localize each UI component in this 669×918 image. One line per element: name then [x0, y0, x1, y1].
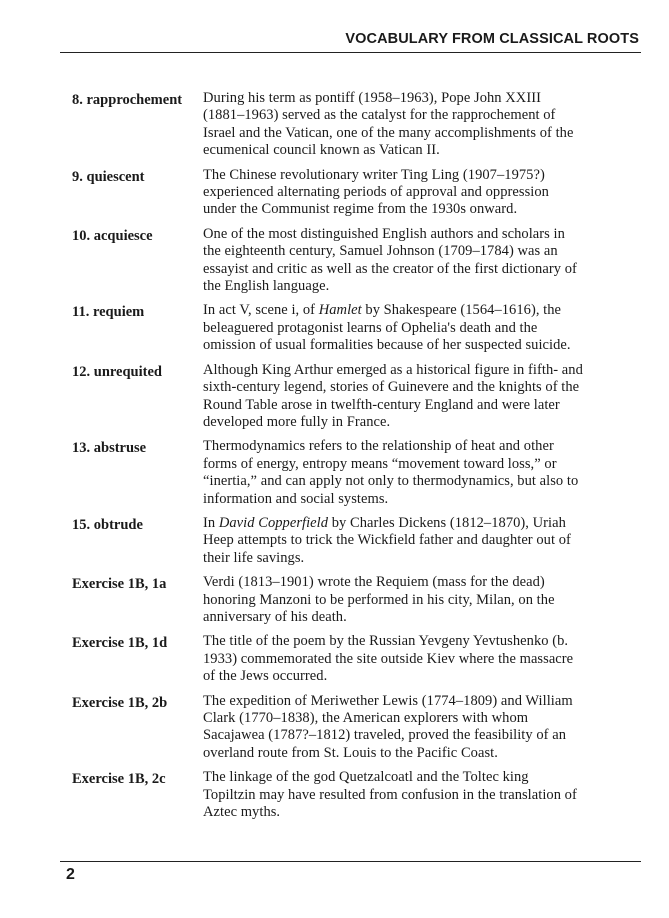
- entry-term: 9. quiescent: [72, 168, 145, 185]
- entry-acquiesce: [0, 226, 669, 296]
- entry-term: 11. requiem: [72, 304, 145, 321]
- page-number: 2: [66, 866, 75, 883]
- entry-exercise-1b-1a: [0, 574, 669, 626]
- entry-term: 10. acquiesce: [72, 227, 153, 244]
- entry-description: Verdi (1813–1901) wrote the Requiem (mass for the dead) honoring Manzoni to be performed in his city, Milan, on the anniversary of his death.: [203, 574, 555, 625]
- footer-rule: [60, 861, 641, 862]
- entry-description: Although King Arthur emerged as a historical figure in fifth- and sixth-century legend, stories of Guinevere and the knights of the Round Table arose in twelfth-century England and were later developed more fully in France.: [203, 361, 583, 430]
- entry-term: Exercise 1B, 2c: [72, 771, 166, 788]
- entry-description-text: by Shakespeare (1564–1616), the beleaguered protagonist learns of Ophelia's death and the omission of usual formalities because of her suspected suicide.: [203, 302, 571, 354]
- entry-term: 8. rapprochement: [72, 92, 183, 108]
- entry-exercise-1b-2b: [0, 693, 669, 763]
- entry-description: During his term as pontiff (1958–1963), Pope John XXIII (1881–1963) served as the catalyst for the rapprochement of Israel and the Vatican, one of the many accomplishments of the ecumenical council known as Vatican II.: [203, 90, 574, 159]
- entry-term: Exercise 1B, 2b: [72, 694, 168, 711]
- entry-description: [203, 302, 583, 354]
- work-title: David Copperfield: [218, 514, 329, 531]
- running-head: VOCABULARY FROM CLASSICAL ROOTS: [345, 31, 639, 47]
- entry-exercise-1b-2c: [0, 769, 669, 821]
- entry-unrequited: [0, 362, 669, 432]
- entry-requiem: [0, 302, 669, 354]
- entry-term: 15. obtrude: [72, 516, 143, 533]
- entry-description: The linkage of the god Quetzalcoatl and the Toltec king Topiltzin may have resulted from confusion in the translation of Aztec myths.: [203, 769, 577, 821]
- entry-description-text: In: [203, 514, 219, 531]
- entry-abstruse: [0, 438, 669, 508]
- entry-description: The Chinese revolutionary writer Ting Ling (1907–1975?) experienced alternating periods of approval and oppression under the Communist regime from the 1930s onward.: [203, 166, 549, 218]
- entry-exercise-1b-1d: [0, 633, 669, 685]
- entry-term: 13. abstruse: [72, 440, 147, 457]
- entry-description: The title of the poem by the Russian Yevgeny Yevtushenko (b. 1933) commemorated the site outside Kiev where the massacre of the Jews occurred.: [203, 633, 574, 685]
- entry-description: One of the most distinguished English authors and scholars in the eighteenth century, Samuel Johnson (1709–1784) was an essayist and critic as well as the creator of the first dictionary of the English language.: [203, 225, 577, 295]
- entry-description: [203, 515, 583, 567]
- entry-description-text: In act V, scene i, of: [203, 302, 319, 319]
- entry-description: Thermodynamics refers to the relationship of heat and other forms of energy, entropy means “movement toward loss,” or “inertia,” and can apply not only to thermodynamics, but also to information and social systems.: [203, 438, 579, 507]
- entry-quiescent: [0, 167, 669, 219]
- entry-obtrude: [0, 515, 669, 567]
- entry-rapprochement: [0, 90, 669, 160]
- entry-term: Exercise 1B, 1d: [72, 635, 168, 652]
- work-title: Hamlet: [318, 302, 362, 319]
- entry-term: 12. unrequited: [72, 363, 162, 380]
- entry-description-text: by Charles Dickens (1812–1870), Uriah Heep attempts to trick the Wickfield father and daughter out of their life savings.: [203, 514, 571, 566]
- entry-term: Exercise 1B, 1a: [72, 576, 167, 593]
- header-rule: [60, 52, 641, 53]
- entry-description: The expedition of Meriwether Lewis (1774–1809) and William Clark (1770–1838), the American explorers with whom Sacajawea (1787?–1812) traveled, proved the feasibility of an overland route from St. Louis to the Pacific Coast.: [203, 692, 573, 761]
- notes-list: [0, 90, 669, 821]
